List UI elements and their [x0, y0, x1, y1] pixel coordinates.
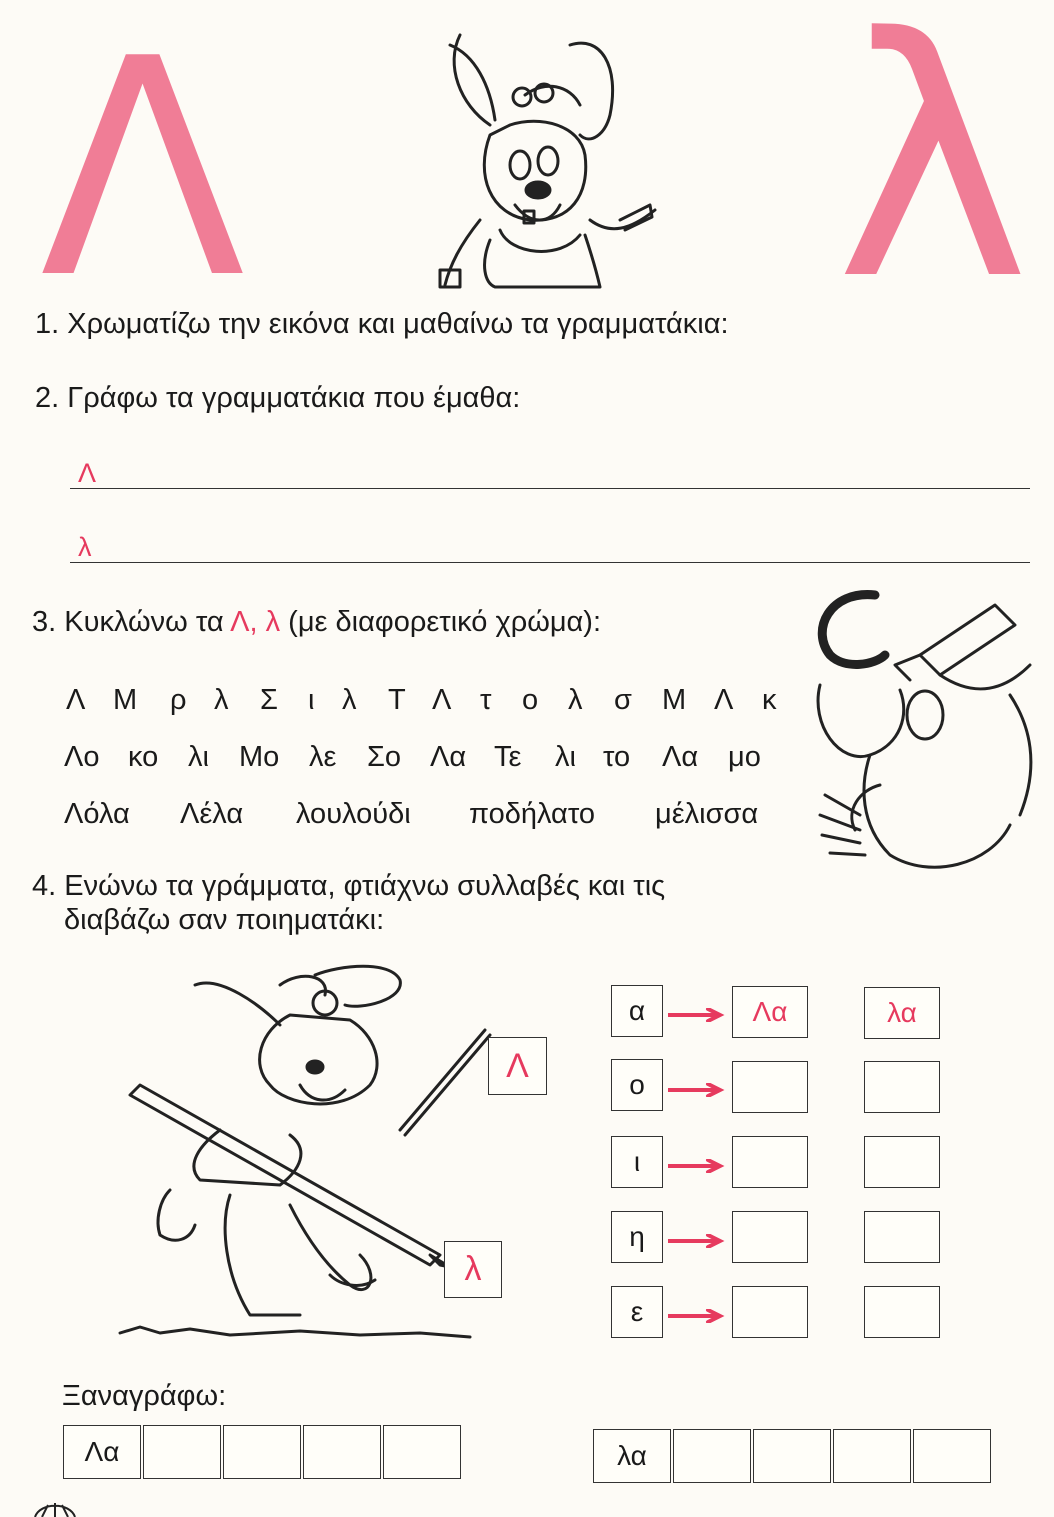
- exercise-3-instruction: [32, 606, 601, 639]
- syllable-box-upper-o[interactable]: [732, 1061, 808, 1113]
- vowel-box-e: ε: [611, 1286, 663, 1338]
- rewrite-lower-cell[interactable]: [913, 1429, 991, 1483]
- syllable-item[interactable]: λε: [309, 741, 337, 773]
- letter-item[interactable]: λ: [342, 684, 357, 716]
- rewrite-lower-cell[interactable]: [753, 1429, 831, 1483]
- word-item[interactable]: ποδήλατο: [469, 798, 595, 830]
- writing-line-lower[interactable]: [70, 562, 1030, 563]
- exercise-2-instruction: 2. Γράφω τα γραμματάκια που έμαθα:: [35, 382, 521, 414]
- bunny-drawing-circle-illustration: [800, 585, 1054, 885]
- letter-item[interactable]: ι: [308, 684, 315, 716]
- vowel-box-a: α: [611, 985, 663, 1037]
- letter-item[interactable]: σ: [614, 684, 632, 716]
- exercise-1-instruction: 1. Χρωματίζω την εικόνα και μαθαίνω τα γραμματάκια:: [35, 308, 729, 340]
- syllable-box-lower-o[interactable]: [864, 1061, 940, 1113]
- letter-item[interactable]: Λ: [66, 684, 86, 716]
- word-item[interactable]: Λέλα: [180, 798, 244, 830]
- letter-item[interactable]: τ: [480, 684, 492, 716]
- arrow-right-icon: [668, 1083, 726, 1097]
- exercise-4-instruction-line2: διαβάζω σαν ποιηματάκι:: [64, 904, 385, 936]
- syllable-item[interactable]: Λα: [430, 741, 467, 773]
- syllable-item[interactable]: το: [603, 741, 631, 773]
- bunny-waving-illustration: [420, 25, 660, 290]
- writing-line-upper[interactable]: [70, 488, 1030, 489]
- vowel-box-o: ο: [611, 1059, 663, 1111]
- arrow-right-icon: [668, 1309, 726, 1323]
- syllable-box-lower-eta[interactable]: [864, 1211, 940, 1263]
- decorative-shell-icon: [30, 1497, 80, 1517]
- letter-item[interactable]: Λ: [432, 684, 452, 716]
- syllable-box-upper-a[interactable]: Λα: [732, 986, 808, 1038]
- letter-item[interactable]: Μ: [662, 684, 687, 716]
- arrow-right-icon: [668, 1159, 726, 1173]
- lowercase-lambda-label-box: λ: [444, 1241, 502, 1298]
- vowel-box-eta: η: [611, 1211, 663, 1263]
- writing-line-start-lower: λ: [78, 532, 92, 562]
- syllable-item[interactable]: μο: [728, 741, 761, 773]
- syllable-box-lower-i[interactable]: [864, 1136, 940, 1188]
- exercise-3-suffix: (με διαφορετικό χρώμα):: [280, 606, 602, 638]
- lowercase-lambda: λ: [835, 0, 1031, 352]
- bunny-with-pencil-illustration: [100, 955, 500, 1355]
- uppercase-lambda: Λ: [40, 0, 246, 344]
- letter-item[interactable]: ο: [522, 684, 539, 716]
- syllable-item[interactable]: λι: [188, 741, 209, 773]
- syllable-item[interactable]: Τε: [494, 741, 522, 773]
- rewrite-upper-cell[interactable]: [303, 1425, 381, 1479]
- exercise-4-instruction-line1: 4. Ενώνω τα γράμματα, φτιάχνω συλλαβές και τις: [32, 870, 666, 902]
- word-row: [0, 798, 800, 834]
- rewrite-upper-cell[interactable]: [383, 1425, 461, 1479]
- word-item[interactable]: Λόλα: [64, 798, 130, 830]
- letter-row-1: [0, 684, 800, 720]
- syllable-item[interactable]: Λα: [662, 741, 699, 773]
- exercise-3-target-letters: Λ, λ: [230, 606, 281, 638]
- letter-item[interactable]: Λ: [714, 684, 734, 716]
- syllable-row: [0, 741, 800, 777]
- rewrite-lower-cell[interactable]: [833, 1429, 911, 1483]
- syllable-item[interactable]: Μο: [239, 741, 280, 773]
- letter-item[interactable]: λ: [568, 684, 583, 716]
- rewrite-upper-cell[interactable]: [223, 1425, 301, 1479]
- syllable-item[interactable]: Σο: [367, 741, 402, 773]
- arrow-right-icon: [668, 1008, 726, 1022]
- syllable-item[interactable]: κο: [128, 741, 159, 773]
- rewrite-upper-cell[interactable]: [143, 1425, 221, 1479]
- rewrite-label: Ξαναγράφω:: [62, 1380, 227, 1412]
- vowel-box-i: ι: [611, 1136, 663, 1188]
- syllable-box-lower-e[interactable]: [864, 1286, 940, 1338]
- uppercase-lambda-label-box: Λ: [488, 1037, 547, 1095]
- rewrite-lower-cell[interactable]: [673, 1429, 751, 1483]
- word-item[interactable]: μέλισσα: [655, 798, 759, 830]
- syllable-item[interactable]: Λο: [64, 741, 100, 773]
- letter-item[interactable]: κ: [762, 684, 777, 716]
- letter-item[interactable]: Μ: [113, 684, 138, 716]
- exercise-3-prefix: 3. Κυκλώνω τα: [32, 606, 231, 638]
- letter-item[interactable]: Σ: [260, 684, 278, 716]
- syllable-box-lower-a[interactable]: λα: [864, 987, 940, 1039]
- word-item[interactable]: λουλούδι: [296, 798, 411, 830]
- syllable-box-upper-e[interactable]: [732, 1286, 808, 1338]
- syllable-box-upper-eta[interactable]: [732, 1211, 808, 1263]
- writing-line-start-upper: Λ: [78, 458, 97, 488]
- arrow-right-icon: [668, 1234, 726, 1248]
- letter-item[interactable]: ρ: [170, 684, 187, 716]
- letter-item[interactable]: Τ: [388, 684, 406, 716]
- syllable-item[interactable]: λι: [555, 741, 576, 773]
- syllable-box-upper-i[interactable]: [732, 1136, 808, 1188]
- rewrite-lower-model-cell: λα: [593, 1429, 671, 1483]
- rewrite-upper-model-cell: Λα: [63, 1425, 141, 1479]
- letter-item[interactable]: λ: [214, 684, 229, 716]
